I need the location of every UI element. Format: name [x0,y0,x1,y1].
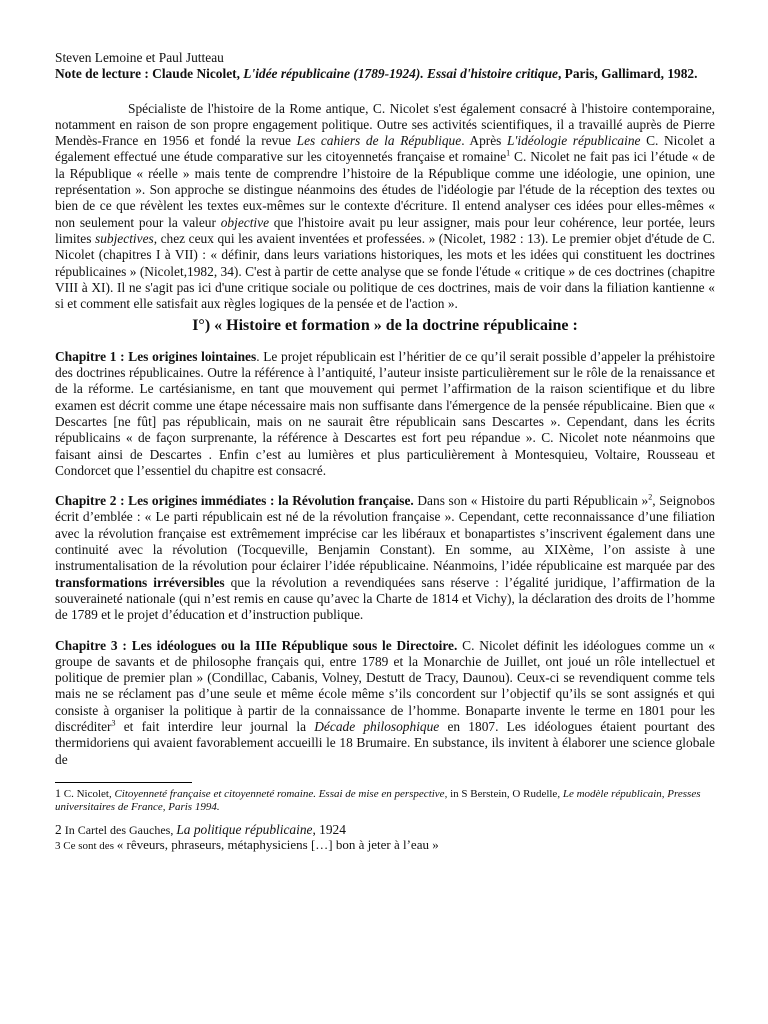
footnote-1-text-b: in S Berstein, O Rudelle, [447,787,563,800]
intro-paragraph [55,101,715,313]
footnote-3-number: 3 [55,839,61,852]
note-prefix: Note de lecture : Claude Nicolet, [55,66,244,82]
chapter-2-heading: Chapitre 2 : Les origines immédiates : la Révolution française. [55,493,414,509]
chapter-3-text-3: en 1807. Les idéologues étaient pourtant des thermidoriens qui avaient favorablement accueilli le 18 Brumaire. En substance, ils invitent à élaborer une science globale de [55,718,715,767]
intro-text-1: Spécialiste de l'histoire de la Rome antique, C. Nicolet s'est également consacré à l'histoire contemporaine, notamment en raison de son propre engagement politique. Outre ses activités scientifiques, il a travaillé auprès de Pierre Mendès-France en 1956 et fondé la revue [55,100,715,149]
chapter-2-text-2: , Seignobos écrit d’emblée : « Le parti républicain est né de la révolution française ». Cependant, cette reconnaissance d’une filiation avec la révolution française est extrêmement imprécise car les libéraux et bonapartistes s’inscrivent également dans une continuité avec la révolution (Tocqueville, Benjamin Constant). En somme, au XIXème, l’on assiste à une instrumentalisation de la révolution pour éclairer l’idée républicaine. Néanmoins, l’idée républicaine est marquée par des [55,493,715,574]
footnote-1-text-a: C. Nicolet, [61,787,115,800]
chapter-2-text-1: Dans son « Histoire du parti Républicain » [413,493,649,509]
footnote-2-text-a: In Cartel des Gauches, [61,822,177,837]
footnote-1-italic-1: Citoyenneté française et citoyenneté romaine. Essai de mise en perspective, [114,787,448,800]
intro-text-6: , chez ceux qui les avaient inventées et professées. » (Nicolet, 1982 : 13). Le premier objet d'étude de C. Nicolet (chapitres I à VII) : « définir, dans leurs variations historiques, les mots et les idées qui constituent les doctrines républicaines » (Nicolet,1982, 34). C'est à partir de cette analyse que se fonde l'étude « critique » de ces doctrines (chapitre VIII à XI). Il ne s'agit pas ici d'une critique sociale ou politique de ces doctrines, mais de voir dans la filiation kantienne « si et comment elle satisfait aux règles logiques de la pensée et de l'action ». [55,230,715,312]
footnote-3-text-a: Ce sont des [60,839,117,852]
book-title: L'idée républicaine (1789-1924). Essai d'histoire critique [243,66,558,82]
intro-text-4: C. Nicolet ne fait pas ici l’étude « de la République « réelle » mais tente de comprendre l’histoire de la République comme une idéologie, une opinion, une représentation ». Son approche se distingue néanmoins des études de l'idéologie par l'étude de la réception des textes ou bien de ce que révèlent les textes eux-mêmes sur le contexte d'écriture. Il entend analyser ces idées pour elles-mêmes « non seulement pour la valeur [55,149,715,230]
chapter-1-paragraph [55,349,715,479]
footnote-ref-1[interactable]: 1 [506,149,511,159]
intro-italic-2: L'idéologie républicaine [507,133,641,149]
footnote-2 [55,822,715,838]
chapter-1-text: . Le projet républicain est l’héritier de ce qu’il serait possible d’appeler la préhistoire des doctrines républicaines. Outre la référence à l’antiquité, l’auteur insiste particulièrement sur le rôle de la renaissance et de la réforme. Le cartésianisme, en tant que mouvement qui permet l’affirmation de la raison scientifique et du libre examen est décrit comme une étape nécessaire mais non suffisante dans l'émergence de la pensée républicaine. Bien que « Descartes [ne fût] pas républicain, mais on ne saurait être républicain sans Descartes ». Cependant, dans les écrits républicains « de façon surprenante, la référence à Descartes est fort peu répandue ». C. Nicolet note néanmoins que faisant ainsi de Descartes . Enfin c’est au lumières et plus particulièrement à Montesquieu, Voltaire, Rousseau et Condorcet que l’essentiel du chapitre est consacré. [55,348,715,478]
footnote-1-number: 1 [55,785,61,800]
chapter-1-heading: Chapitre 1 : Les origines lointaines [55,348,257,364]
section-heading: I°) « Histoire et formation » de la doctrine républicaine : [192,317,578,335]
intro-text-3: C. Nicolet a également effectué une étude comparative sur les citoyennetés française et romaine [55,133,715,165]
footnote-3-text-b: « rêveurs, phraseurs, métaphysiciens […] bon à jeter à l’eau » [116,836,439,852]
footnote-3 [55,838,715,853]
chapter-2-bold: transformations irréversibles [55,574,225,590]
chapter-3-italic: Décade philosophique [314,718,440,734]
footnote-2-number: 2 [55,821,62,837]
chapter-3-text-2: et fait interdire leur journal la [115,718,315,734]
intro-text-5: que l'histoire avait pu leur assigner, mais pour leur cohérence, leur portée, leurs limites [55,214,715,246]
chapter-3-heading: Chapitre 3 : Les idéologues ou la IIIe République sous le Directoire. [55,637,458,653]
footnote-2-italic: La politique républicaine [176,821,313,837]
chapter-3-paragraph [55,638,715,768]
authors-line: Steven Lemoine et Paul Jutteau [55,50,224,65]
footnote-ref-3[interactable]: 3 [111,718,116,728]
note-title [55,66,715,82]
chapter-3-text-1: C. Nicolet définit les idéologues comme un « groupe de savants et de philosophe français qui, entre 1789 et la Monarchie de Juillet, ont joué un rôle intellectuel et politique de premier plan » (Condillac, Cabanis, Volney, Destutt de Tracy, Daunou). Ceux-ci se revendiquent comme tels mais ne se réclament pas d’une seule et même école même s’ils concordent sur l’objectif qu’ils se sont assignés et qui consiste à organiser la politique à partir de la connaissance de l’homme. Bonaparte invente le terme en 1801 pour les discréditer [55,637,715,734]
publisher: , Paris, Gallimard, 1982. [557,66,698,82]
footnote-1-italic-2: Le modèle républicain, Presses universitaires de France, Paris 1994. [55,787,701,813]
document-page [55,50,715,853]
footnote-1 [55,787,715,814]
footnote-separator [55,782,192,783]
chapter-2-paragraph [55,493,715,623]
chapter-2-text-3: que la révolution a revendiquées sans réserve : l’égalité juridique, l’affirmation de la souveraineté nationale (qui n’est remis en cause qu’avec la Charte de 1814 et Vichy), la déclaration des droits de l’homme de 1789 et le projet d’éducation et d’instruction publique. [55,574,715,623]
intro-italic-4: subjectives [94,230,154,246]
intro-text-2: . Après [461,133,508,149]
footnote-2-text-b: , 1924 [312,821,346,837]
intro-italic-3: objective [220,214,270,230]
intro-italic-1: Les cahiers de la République [296,133,462,149]
footnote-ref-2[interactable]: 2 [648,492,653,502]
